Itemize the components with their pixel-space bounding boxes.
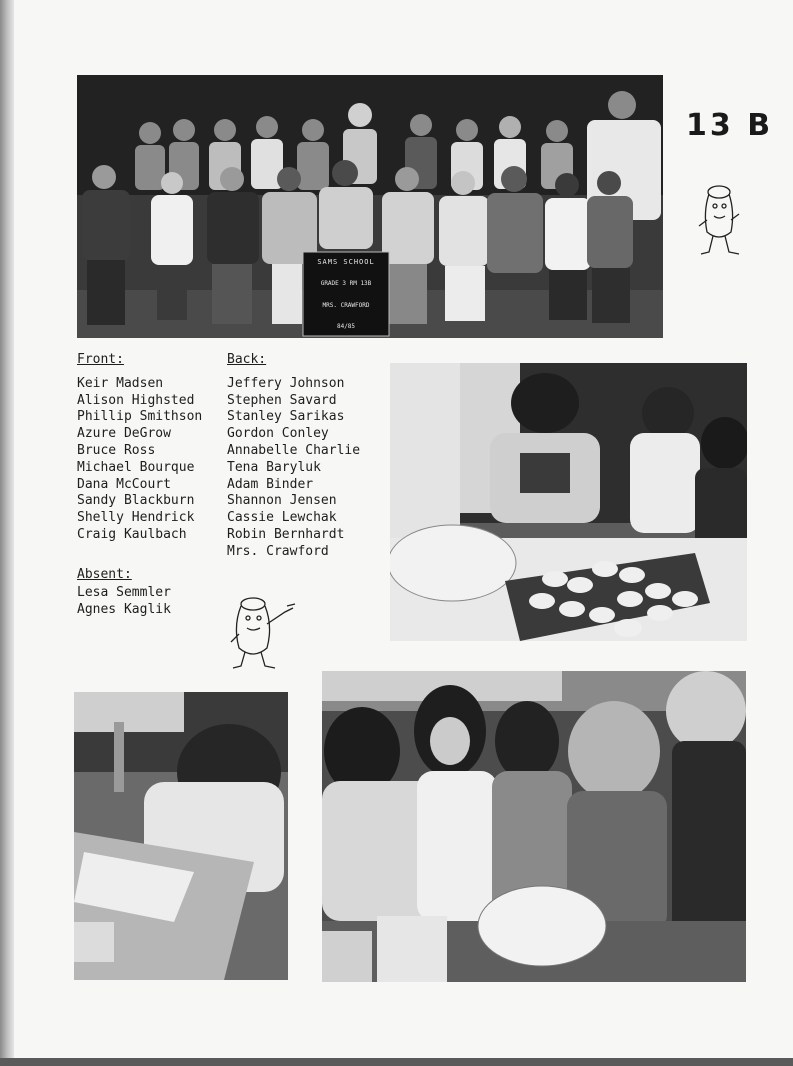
roster-front-heading: Front: xyxy=(77,352,124,367)
roster-name: Dana McCourt xyxy=(77,476,171,492)
page-number: 13 B xyxy=(686,108,774,143)
roster-name: Alison Highsted xyxy=(77,392,195,408)
roster-name: Annabelle Charlie xyxy=(227,442,361,458)
roster-name: Shannon Jensen xyxy=(227,493,337,509)
cartoon-mascot-icon xyxy=(695,180,743,258)
roster-back-heading: Back: xyxy=(227,352,267,367)
cartoon-mascot-pointing-icon xyxy=(229,594,299,670)
roster-name: Craig Kaulbach xyxy=(77,526,187,542)
mixing-photo xyxy=(322,671,746,982)
roster-name: Sandy Blackburn xyxy=(77,493,195,509)
roster-name: Michael Bourque xyxy=(77,459,195,475)
roster-name: Robin Bernhardt xyxy=(227,526,345,542)
writing-photo xyxy=(74,692,288,980)
roster-absent xyxy=(77,567,171,618)
class-sign-school: SAMS SCHOOL xyxy=(317,258,375,266)
roster-name: Bruce Ross xyxy=(77,442,156,458)
roster-name: Lesa Semmler xyxy=(77,584,171,600)
page-bottom-edge xyxy=(0,1058,793,1066)
class-sign-year: 84/85 xyxy=(336,322,356,330)
baking-photo xyxy=(390,363,747,641)
roster-name: Tena Baryluk xyxy=(227,459,321,475)
roster-name: Mrs. Crawford xyxy=(227,543,329,559)
roster-absent-heading: Absent: xyxy=(77,567,132,582)
class-sign-grade: GRADE 3 RM 13B xyxy=(320,280,372,288)
class-sign-teacher: MRS. CRAWFORD xyxy=(322,301,370,309)
roster-name: Stephen Savard xyxy=(227,392,337,408)
roster-name: Gordon Conley xyxy=(227,426,329,442)
roster-name: Agnes Kaglik xyxy=(77,601,171,617)
page-binding-shadow xyxy=(0,0,14,1066)
roster-back xyxy=(227,352,360,561)
roster-front xyxy=(77,352,202,544)
roster-name: Keir Madsen xyxy=(77,375,164,391)
roster-name: Adam Binder xyxy=(227,476,314,492)
roster-name: Stanley Sarikas xyxy=(227,409,345,425)
roster-name: Shelly Hendrick xyxy=(77,510,195,526)
roster-name: Phillip Smithson xyxy=(77,409,203,425)
class-sign xyxy=(303,252,389,336)
roster-name: Cassie Lewchak xyxy=(227,510,337,526)
roster-name: Jeffery Johnson xyxy=(227,375,345,391)
roster-name: Azure DeGrow xyxy=(77,426,171,442)
